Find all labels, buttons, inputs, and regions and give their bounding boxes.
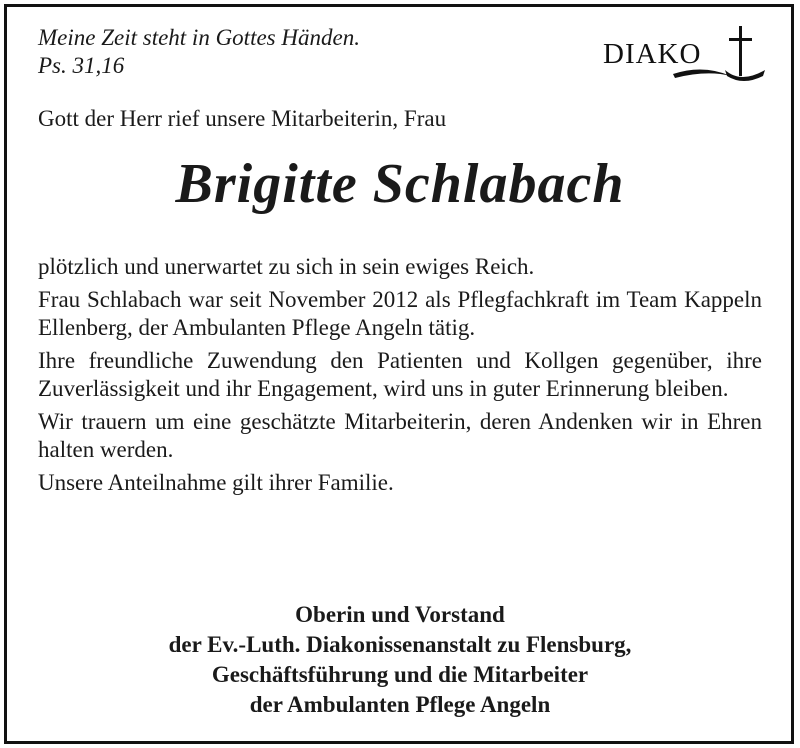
- body-paragraph: Wir trauern um eine geschätzte Mitarbeiterin, deren Andenken wir in Ehren halten werden.: [38, 409, 762, 462]
- notice-body: [38, 253, 762, 502]
- intro-text: Gott der Herr rief unsere Mitarbeiterin, Frau: [38, 106, 447, 131]
- logo-text: DIAKO: [603, 38, 702, 70]
- signature-line: Geschäftsführung und die Mitarbeiter: [211, 662, 589, 687]
- body-paragraph: Frau Schlabach war seit November 2012 als Pflegfachkraft im Team Kappeln Ellenberg, der Ambulanten Pflege Angeln tätig.: [38, 287, 762, 340]
- diako-logo: [603, 24, 773, 88]
- cross-ship-icon: [603, 24, 773, 88]
- body-paragraph: Ihre freundliche Zuwendung den Patienten und Kollgen gegenüber, ihre Zuverlässigkeit und ihr Engagement, wird uns in guter Erinnerung bleiben.: [38, 348, 762, 401]
- motto-reference: Ps. 31,16: [38, 53, 125, 78]
- deceased-name: Brigitte Schlabach: [175, 153, 625, 215]
- motto-text: Meine Zeit steht in Gottes Händen.: [38, 25, 360, 50]
- signature-block: [0, 600, 800, 720]
- body-paragraph: plötzlich und unerwartet zu sich in sein ewiges Reich.: [38, 254, 535, 279]
- signature-line: der Ev.-Luth. Diakonissenanstalt zu Flensburg,: [168, 632, 632, 657]
- signature-line: der Ambulanten Pflege Angeln: [249, 692, 551, 717]
- bible-motto: [38, 24, 360, 80]
- body-paragraph: Unsere Anteilnahme gilt ihrer Familie.: [38, 470, 394, 495]
- signature-line: Oberin und Vorstand: [295, 602, 505, 627]
